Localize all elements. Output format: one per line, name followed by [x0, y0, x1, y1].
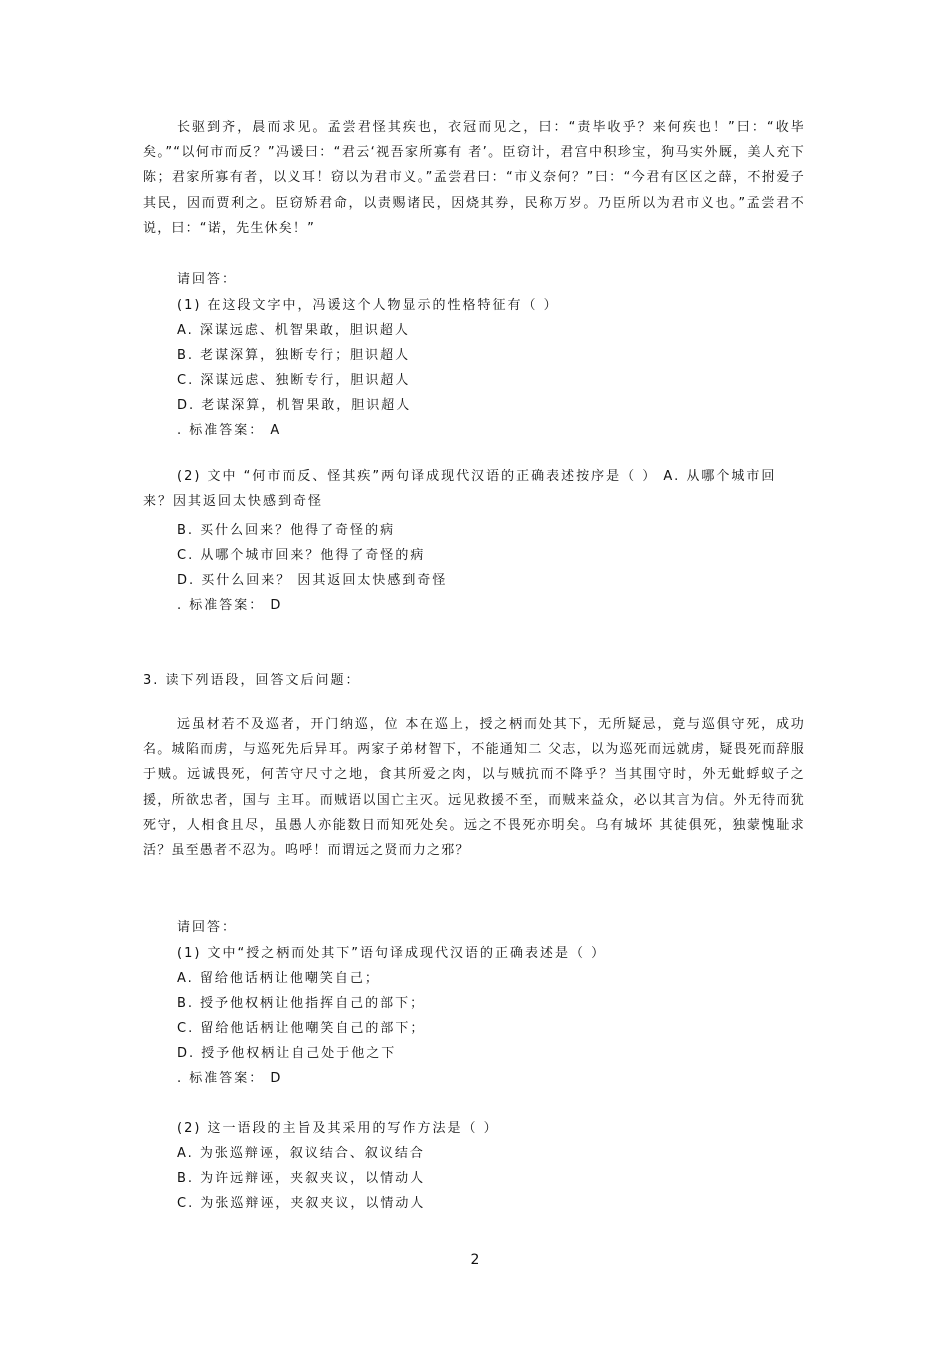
section-heading: 3. 读下列语段，回答文后问题： — [143, 673, 361, 688]
option-c: C. 留给他话柄让他嘲笑自己的部下； — [177, 1021, 426, 1036]
prompt-label: 请回答： — [177, 272, 238, 287]
question-stem: (1) 文中“授之柄而处其下”语句译成现代汉语的正确表述是（ ） — [177, 946, 607, 961]
option-b: B. 授予他权柄让他指挥自己的部下； — [177, 996, 426, 1011]
question-stem: (2) 这一语段的主旨及其采用的写作方法是（ ） — [177, 1121, 499, 1136]
option-b: B. 老谋深算，独断专行；胆识超人 — [177, 348, 411, 363]
option-d: D. 授予他权柄让自己处于他之下 — [177, 1046, 397, 1061]
option-c: C. 为张巡辩诬，夹叙夹议，以情动人 — [177, 1196, 426, 1211]
option-c: C. 从哪个城市回来？他得了奇怪的病 — [177, 548, 426, 563]
option-b: B. 为许远辩诬，夹叙夹议，以情动人 — [177, 1171, 426, 1186]
option-a: A. 深谋远虑、机智果敢，胆识超人 — [177, 323, 410, 338]
question-stem: (1) 在这段文字中，冯谖这个人物显示的性格特征有（ ） — [177, 298, 559, 313]
standard-answer: . 标准答案： A — [177, 423, 282, 438]
prompt-label: 请回答： — [177, 920, 238, 935]
option-b: B. 买什么回来？他得了奇怪的病 — [177, 523, 396, 538]
option-d: D. 老谋深算，机智果敢，胆识超人 — [177, 398, 412, 413]
standard-answer: . 标准答案： D — [177, 1071, 283, 1086]
option-a: A. 为张巡辩诬，叙议结合、叙议结合 — [177, 1146, 425, 1161]
standard-answer: . 标准答案： D — [177, 598, 283, 613]
option-a: A. 留给他话柄让他嘲笑自己； — [177, 971, 380, 986]
option-d: D. 买什么回来？ 因其返回太快感到奇怪 — [177, 573, 448, 588]
passage-paragraph-1: 长驱到齐，晨而求见。孟尝君怪其疾也，衣冠而见之，曰：“责毕收乎？来何疾也！”曰：“收毕矣。”“以何市而反？”冯谖曰：“君云‘视吾家所寡有 者’。臣窃计，君宫中积珍宝，狗马实外厩，美人充下陈；君家所寡有者，以义耳！窃以为君市义。”孟尝君曰：“市义奈何？”曰：“今君有区区之薛，不拊爱子 其民，因而贾利之。臣窃矫君命，以责赐诸民，因烧其券，民称万岁。乃臣所以为君市义也。”孟尝君不说，曰：“诺，先生休矣！” — [143, 120, 805, 236]
passage-paragraph-2: 远虽材若不及巡者，开门纳巡，位 本在巡上，授之柄而处其下，无所疑忌，竟与巡俱守死，成功名。城陷而虏，与巡死先后异耳。两家子弟材智下，不能通知二 父志，以为巡死而远就虏，疑畏死而辞服于贼。远诚畏死，何苦守尺寸之地，食其所爱之肉，以与贼抗而不降乎？当其围守时，外无蚍蜉蚁子之援，所欲忠者，国与 主耳。而贼语以国亡主灭。远见救援不至，而贼来益众，必以其言为信。外无待而犹死守，人相食且尽，虽愚人亦能数日而知死处矣。远之不畏死亦明矣。乌有城坏 其徒俱死，独蒙愧耻求活？虽至愚者不忍为。呜呼！而谓远之贤而力之邪？ — [143, 717, 805, 859]
page-number: 2 — [470, 1252, 480, 1268]
question-stem: (2) 文中 “何市而反、怪其疾”两句译成现代汉语的正确表述按序是（ ） A. 从哪个城市回来？因其返回太快感到奇怪 — [143, 469, 777, 510]
option-c: C. 深谋远虑、独断专行，胆识超人 — [177, 373, 411, 388]
